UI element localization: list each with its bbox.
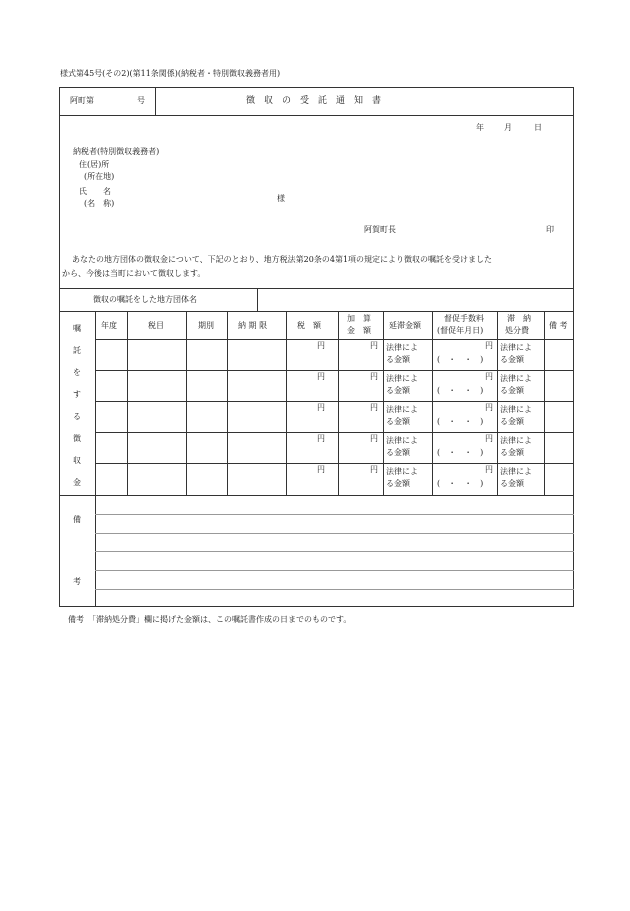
amount-yen: 円 (317, 465, 325, 474)
disposition-legal-2: る金額 (500, 479, 524, 488)
side-label-char: 託 (73, 346, 81, 355)
column-line (544, 311, 545, 495)
col-header-deadline: 納 期 限 (238, 321, 268, 330)
col-header-late-fee: 延滞金額 (389, 321, 421, 330)
column-line (186, 311, 187, 495)
remarks-line (95, 514, 574, 515)
disposition-legal-2: る金額 (500, 386, 524, 395)
seal-mark: 印 (546, 225, 554, 234)
fee-date-paren: ( ・ ・ ) (437, 417, 484, 426)
side-label-char: を (73, 368, 81, 377)
remarks-line (95, 533, 574, 534)
document-title: 徴収の受託通知書 (246, 96, 391, 106)
col-header-disposition-1: 滞 納 (507, 314, 531, 323)
add-amount-yen: 円 (370, 465, 378, 474)
col-header-tax-item: 税目 (148, 321, 164, 330)
column-line (95, 311, 96, 495)
side-label-char: 徴 (73, 434, 81, 443)
footnote: 備考 「滞納処分費」欄に掲げた金額は、この嘱託書作成の日までのものです。 (68, 615, 352, 624)
amount-yen: 円 (317, 372, 325, 381)
side-label-char: 金 (73, 478, 81, 487)
number-suffix: 号 (137, 96, 145, 105)
late-fee-legal-2: る金額 (386, 479, 410, 488)
remarks-line (95, 570, 574, 571)
column-line (432, 311, 433, 495)
fee-date-paren: ( ・ ・ ) (437, 355, 484, 364)
late-fee-legal-1: 法律によ (386, 374, 418, 383)
header-divider (59, 115, 574, 116)
disposition-legal-1: 法律によ (500, 405, 532, 414)
disposition-legal-1: 法律によ (500, 343, 532, 352)
col-header-year: 年度 (101, 321, 117, 330)
disposition-legal-1: 法律によ (500, 374, 532, 383)
row-line (95, 401, 574, 402)
date-day: 日 (534, 123, 542, 132)
fee-yen: 円 (485, 341, 493, 350)
fee-date-paren: ( ・ ・ ) (437, 479, 484, 488)
remarks-label-top: 備 (73, 515, 81, 524)
entrusting-label: 徴収の嘱託をした地方団体名 (93, 295, 197, 304)
add-amount-yen: 円 (370, 403, 378, 412)
side-label-char: る (73, 412, 81, 421)
form-caption: 様式第45号(その2)(第11条関係)(納税者・特別徴収義務者用) (60, 69, 281, 78)
late-fee-legal-2: る金額 (386, 417, 410, 426)
issuer-name: 阿賀町長 (364, 225, 396, 234)
company-label: (名 称) (84, 199, 115, 208)
late-fee-legal-2: る金額 (386, 448, 410, 457)
add-amount-yen: 円 (370, 372, 378, 381)
add-amount-yen: 円 (370, 434, 378, 443)
fee-date-paren: ( ・ ・ ) (437, 386, 484, 395)
column-line (497, 311, 498, 495)
late-fee-legal-1: 法律によ (386, 405, 418, 414)
column-line (383, 311, 384, 495)
fee-date-paren: ( ・ ・ ) (437, 448, 484, 457)
location-label: (所在地) (84, 172, 115, 181)
col-header-fee-1: 督促手数料 (444, 314, 484, 323)
body-text-line-2: から、今後は当町において徴収します。 (62, 269, 206, 278)
amount-yen: 円 (317, 403, 325, 412)
amount-yen: 円 (317, 434, 325, 443)
remarks-label-bottom: 考 (73, 577, 81, 586)
address-label: 住(居)所 (79, 160, 110, 169)
col-header-add-1: 加 算 (347, 314, 371, 323)
column-line (127, 311, 128, 495)
fee-yen: 円 (485, 372, 493, 381)
fee-yen: 円 (485, 403, 493, 412)
fee-yen: 円 (485, 434, 493, 443)
side-label-char: す (73, 390, 81, 399)
col-header-period: 期別 (198, 321, 214, 330)
col-header-disposition-2: 処分費 (505, 326, 529, 335)
late-fee-legal-1: 法律によ (386, 343, 418, 352)
side-label-char: 嘱 (73, 324, 81, 333)
fee-yen: 円 (485, 465, 493, 474)
late-fee-legal-1: 法律によ (386, 436, 418, 445)
name-label: 氏 名 (79, 187, 111, 196)
disposition-legal-1: 法律によ (500, 436, 532, 445)
col-header-add-2: 金 額 (347, 326, 371, 335)
late-fee-legal-1: 法律によ (386, 467, 418, 476)
row-line (95, 370, 574, 371)
late-fee-legal-2: る金額 (386, 355, 410, 364)
taxpayer-label: 納税者(特別徴収義務者) (73, 147, 160, 156)
date-month: 月 (504, 123, 512, 132)
add-amount-yen: 円 (370, 341, 378, 350)
date-year: 年 (476, 123, 484, 132)
entrust-divider (257, 288, 258, 311)
honorific: 様 (277, 194, 285, 203)
remarks-line (95, 589, 574, 590)
disposition-legal-2: る金額 (500, 448, 524, 457)
col-header-amount: 税 額 (297, 321, 321, 330)
disposition-legal-2: る金額 (500, 417, 524, 426)
row-line (95, 432, 574, 433)
remarks-line (95, 551, 574, 552)
number-label: 阿町第 (70, 96, 94, 105)
header-bottom-line (95, 339, 574, 340)
row-line (95, 463, 574, 464)
column-line (227, 311, 228, 495)
late-fee-legal-2: る金額 (386, 386, 410, 395)
header-number-divider (155, 87, 156, 115)
body-text-line-1: あなたの地方団体の徴収金について、下記のとおり、地方税法第20条の4第1項の規定により徴収の嘱託を受けました (72, 255, 493, 264)
side-label-char: 収 (73, 456, 81, 465)
disposition-legal-1: 法律によ (500, 467, 532, 476)
column-line (338, 311, 339, 495)
disposition-legal-2: る金額 (500, 355, 524, 364)
col-header-fee-2: (督促年月日) (437, 326, 484, 335)
table-bottom-line (59, 495, 574, 496)
column-line (286, 311, 287, 495)
amount-yen: 円 (317, 341, 325, 350)
entrust-top-line (59, 288, 574, 289)
col-header-remarks: 備 考 (549, 321, 568, 330)
